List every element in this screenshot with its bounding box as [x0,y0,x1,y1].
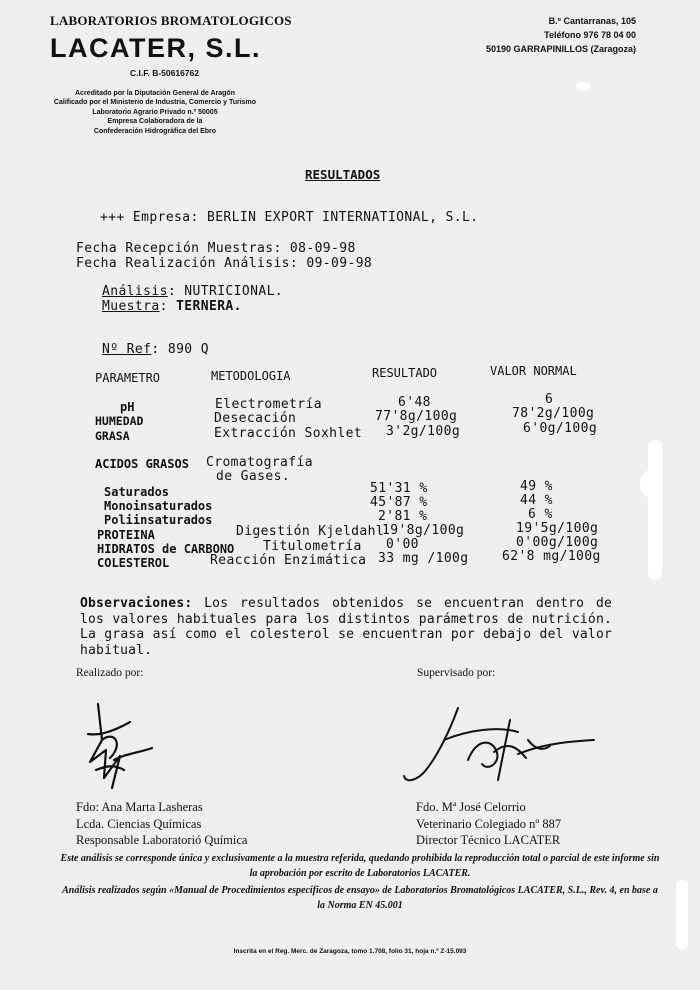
param-colesterol: COLESTEROL [97,556,170,570]
accreditation-line: Laboratorio Agrario Privado n.º 50005 [92,108,218,116]
analisis-value: NUTRICIONAL. [184,284,284,299]
normal-hidratos: 0'00g/100g [516,535,599,550]
address-line: Teléfono 976 78 04 00 [544,30,636,40]
signer-right [416,799,561,849]
signature-right [398,700,598,800]
resultado-hidratos: 0'00 [386,537,419,552]
address-line: B.º Cantarranas, 105 [548,16,636,26]
param-mono: Monoinsaturados [104,499,213,513]
fecha-recepcion: Fecha Recepción Muestras: 08-09-98 [76,241,356,256]
col-header-param: PARAMETRO [95,371,161,385]
ref-label: Nº Ref [102,342,152,357]
metodo-grasa: Extracción Soxhlet [214,426,363,441]
accreditation-block [50,89,260,136]
accreditation-line: Empresa Colaboradora de la [107,118,203,126]
observations-label: Observaciones: [80,596,193,611]
resultado-ph: 6'48 [398,395,431,410]
address-line: 50190 GARRAPINILLOS (Zaragoza) [485,44,636,54]
resultado-saturados: 51'31 % [370,481,428,496]
muestra-label: Muestra [102,299,160,314]
resultado-mono: 45'87 % [370,495,428,510]
metodo-hidratos: Titulometría [263,539,362,554]
lab-name: LABORATORIOS BROMATOLOGICOS [50,13,292,28]
resultado-grasa: 3'2g/100g [386,424,461,439]
supervisado-label: Supervisado por: [417,667,496,679]
param-proteina: PROTEINA [97,528,155,542]
empresa-label: +++ Empresa: [100,210,199,225]
metodo-ph: Electrometría [215,397,322,412]
accreditation-line: Confederación Hidrográfica del Ebro [93,127,217,135]
muestra-line: Muestra: TERNERA. [102,299,242,314]
resultado-humedad: 77'8g/100g [375,409,458,424]
normal-humedad: 78'2g/100g [512,406,595,421]
signer-left-role: Responsable Laboratorió Química [76,833,248,847]
scan-artifact [576,82,590,91]
param-hidratos: HIDRATOS de CARBONO [97,542,235,556]
empresa-line [100,210,478,225]
muestra-value: TERNERA. [176,299,242,314]
ref-value: 890 Q [167,342,209,357]
normal-ph: 6 [545,392,554,407]
normal-colesterol: 62'8 mg/100g [502,549,601,564]
resultado-colesterol: 33 mg /100g [378,551,469,566]
col-header-normal: VALOR NORMAL [490,364,577,378]
col-header-resultado: RESULTADO [372,366,438,380]
normal-proteina: 19'5g/100g [516,521,599,536]
observations-text: Los resultados obtenidos se encuentran dentro de los valores habituales para los distintos parámetros de nutrición. La grasa así como el colesterol se encuentran por debajo del valor habitual. [80,596,612,658]
brand-name: LACATER, S.L. [50,33,261,63]
param-saturados: Saturados [104,485,170,499]
results-title: RESULTADOS [305,167,381,182]
signer-right-name: Fdo. Mª José Celorrio [416,800,526,814]
param-grasa: GRASA [95,429,130,443]
signer-left [76,799,247,849]
signer-right-registration: Veterinario Colegiado nº 887 [416,816,562,831]
signer-left-name: Fdo: Ana Marta Lasheras [76,800,203,814]
param-humedad: HUMEDAD [95,414,144,428]
metodo-colesterol: Reacción Enzimática [210,553,367,568]
disclaimer [60,851,660,913]
resultado-proteina: 19'8g/100g [382,523,465,538]
registry-footer: Inscrita en el Reg. Merc. de Zaragoza, tomo 1.708, folio 31, hoja n.º Z-15.093 [233,948,467,955]
metodo-acidos-1: Cromatografía [206,455,313,470]
resultado-poli: 2'81 % [378,509,428,524]
param-poli: Poliinsaturados [104,513,213,527]
signer-left-degree: Lcda. Ciencias Químicas [76,816,202,831]
accreditation-line: Acreditado por la Diputación General de Aragón [75,90,235,97]
scan-artifact [640,470,662,498]
signature-left [80,700,160,795]
disclaimer-line: Análisis realizados según «Manual de Procedimientos específicos de ensayo» de Laboratorios Bromatológicos LACATER, S.L., Rev. 4, en base a la Norma EN 45.001 [62,885,658,911]
normal-grasa: 6'0g/100g [523,421,598,436]
metodo-acidos-2: de Gases. [216,469,291,484]
normal-saturados: 49 % [520,479,553,494]
empresa-value: BERLIN EXPORT INTERNATIONAL, S.L. [206,210,479,225]
fecha-realizacion: Fecha Realización Análisis: 09-09-98 [76,256,373,271]
address-block [486,14,636,56]
analisis-line: Análisis: NUTRICIONAL. [102,284,284,299]
disclaimer-line: Este análisis se corresponde única y exclusivamente a la muestra referida, quedando prohibida la reproducción total o parcial de este informe sin la aprobación por escrito de Laboratorios LACATER. [60,853,660,879]
param-acidos: ACIDOS GRASOS [95,457,189,471]
signer-right-role: Director Técnico LACATER [416,833,561,847]
ref-line: Nº Ref: 890 Q [102,342,209,357]
normal-mono: 44 % [520,493,553,508]
col-header-metodo: METODOLOGIA [211,369,291,383]
analisis-label: Análisis [102,284,168,299]
scan-artifact [648,440,662,580]
normal-poli: 6 % [528,507,553,522]
realizado-label: Realizado por: [76,667,144,679]
param-ph: pH [120,400,135,414]
accreditation-line: Calificado por el Ministerio de Industria, Comercio y Turismo [53,99,257,107]
metodo-proteina: Digestión Kjeldahl [236,524,385,539]
scan-artifact [676,880,688,950]
metodo-humedad: Desecación [214,411,297,426]
observations [80,596,612,658]
cif-number: C.I.F. B-50616762 [130,68,199,78]
